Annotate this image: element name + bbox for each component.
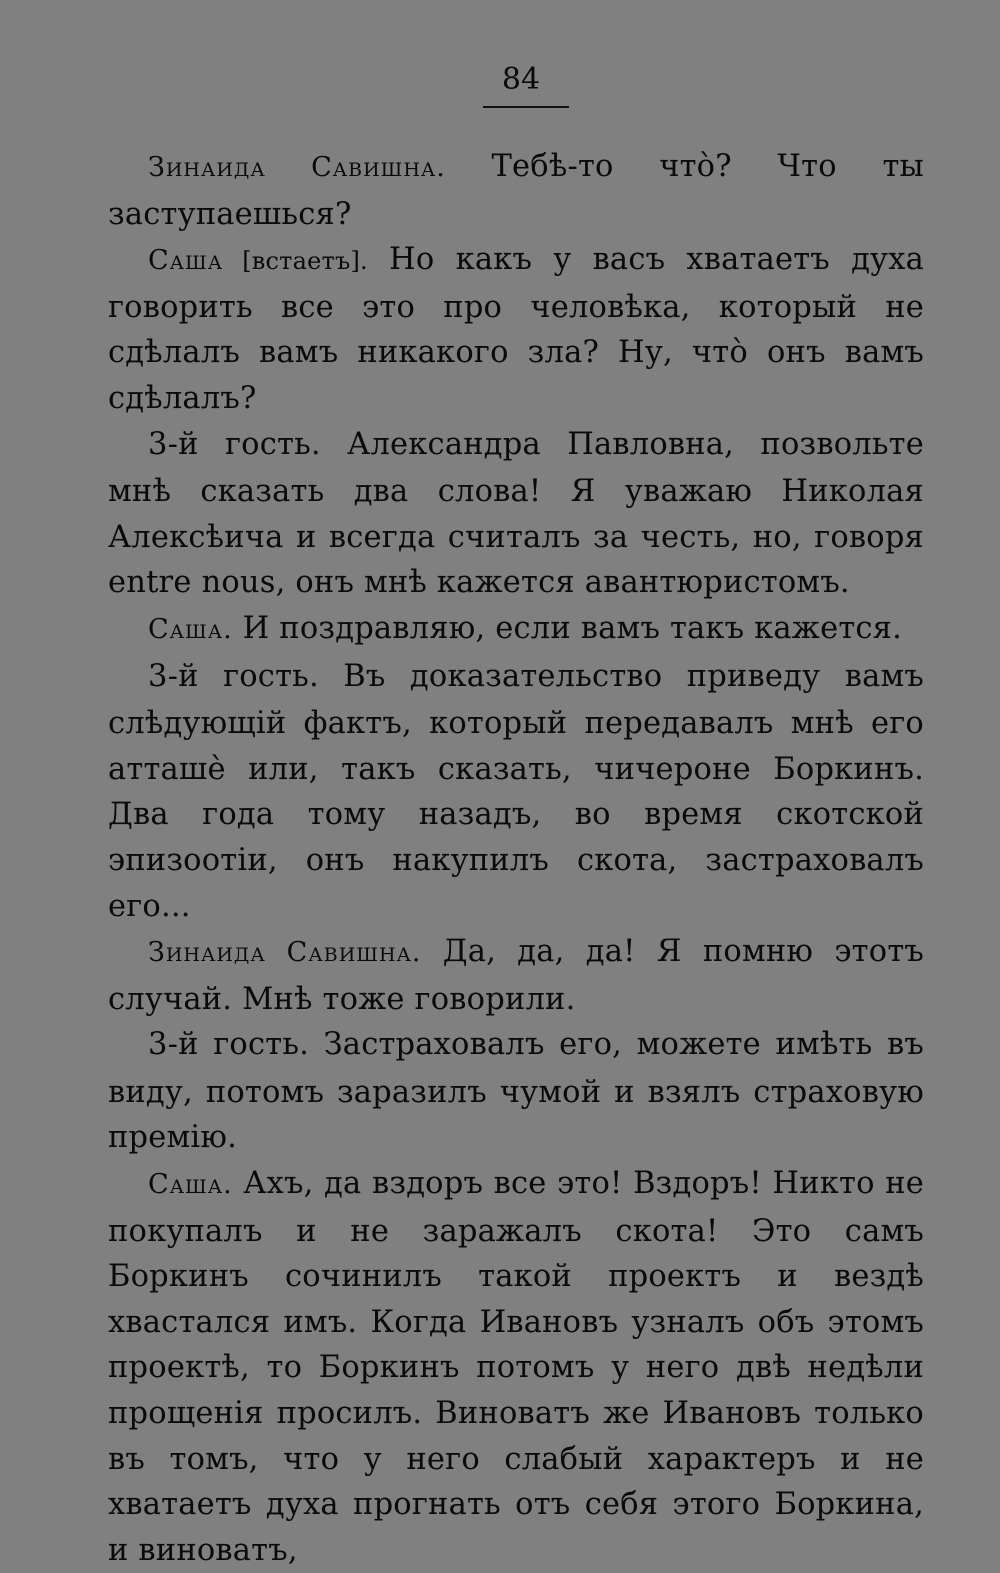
paragraph <box>108 606 924 654</box>
paragraph-text: 3-й гость. Александра Павловна, позвольте мнѣ сказать два слова! Я уважаю Николая Алексѣича и всегда считалъ за честь, но, говоря entre nous, онъ мнѣ кажется авантюристомъ. <box>108 426 924 601</box>
paragraph-text: Ахъ, да вздоръ все это! Вздоръ! Никто не покупалъ и не заражалъ скота! Это самъ Боркинъ сочинилъ такой проектъ и вездѣ хвастался имъ. Когда Ивановъ узналъ объ этомъ проектѣ, то Боркинъ потомъ у него двѣ недѣли прощенія просилъ. Виноватъ же Ивановъ только въ томъ, что у него слабый характеръ и не хватаетъ духа прогнать отъ себя этого Боркина, и виноватъ, <box>108 1166 924 1568</box>
paragraph <box>108 422 924 606</box>
page-number-rule <box>483 106 569 108</box>
speaker-name: Саша. <box>148 613 233 645</box>
book-page <box>108 60 924 1573</box>
paragraph-text: Но какъ у васъ хватаетъ духа говорить все это про человѣка, который не сдѣлалъ вамъ никакого зла? Ну, что̀ онъ вамъ сдѣлалъ? <box>108 242 924 416</box>
page-number: 84 <box>501 62 541 97</box>
page-text <box>108 144 924 1573</box>
paragraph <box>108 144 924 237</box>
paragraph <box>108 1161 924 1573</box>
speaker-name: Саша. <box>148 1169 233 1201</box>
speaker-name: Саша <box>148 245 224 277</box>
paragraph-text: И поздравляю, если вамъ такъ кажется. <box>232 610 903 646</box>
stage-direction: [встаетъ]. <box>223 247 368 276</box>
paragraph <box>108 1022 924 1161</box>
paragraph-text: 3-й гость. Въ доказательство приведу вамъ слѣдующій фактъ, который передавалъ мнѣ его атташѐ или, такъ сказать, чичероне Боркинъ. Два года тому назадъ, во время скотской эпизоотіи, онъ накупилъ скота, застраховалъ его... <box>108 658 924 924</box>
paragraph-text: Тебѣ-то что̀? Что ты заступаешься? <box>108 149 924 232</box>
speaker-name: Зинаида Савишна. <box>148 152 446 183</box>
speaker-name: Зинаида Савишна. <box>148 937 422 969</box>
paragraph-text: Да, да, да! Я помню этотъ случай. Мнѣ тоже говорили. <box>108 934 924 1017</box>
paragraph-text: 3-й гость. Застраховалъ его, можете имѣть въ виду, потомъ заразилъ чумой и взялъ страховую премію. <box>108 1027 924 1156</box>
paragraph <box>108 237 924 421</box>
paragraph <box>108 929 924 1022</box>
paragraph <box>108 654 924 930</box>
